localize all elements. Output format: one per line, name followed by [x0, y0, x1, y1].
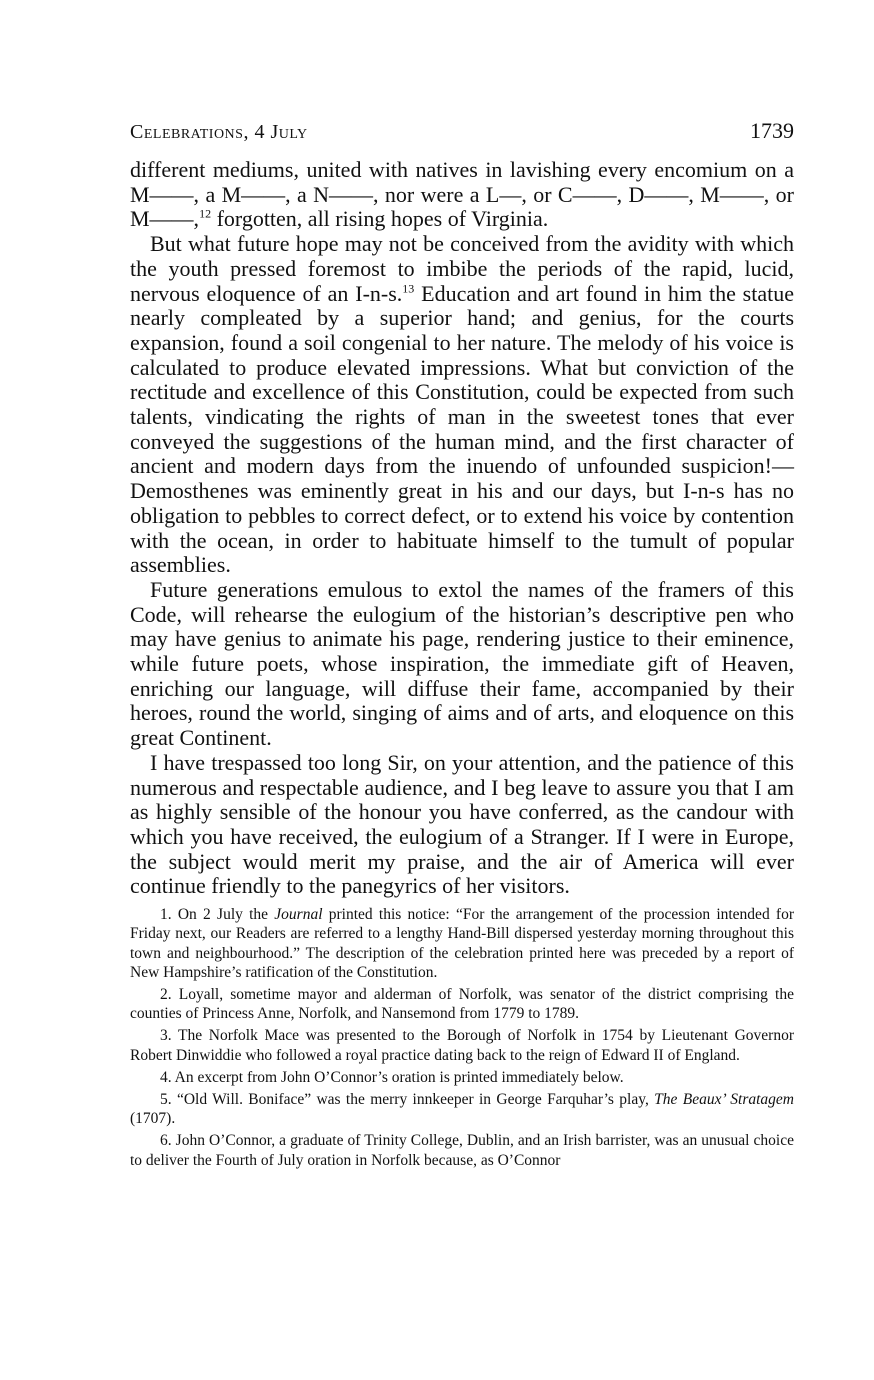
paragraph-4: I have trespassed too long Sir, on your attention, and the patience of this numerous and respectable audience, and I beg leave to assure you that I am as highly sensible of the honour you have conferred, as the candour with which you have received, the eulogium of a Stranger. If I were in Europe, the subject would merit my praise, and the air of America will ever continue friendly to the panegyrics of her visitors. — [130, 749, 794, 899]
paragraph-2-text-a: But what future hope may not be conceived from the avidity with which the youth pressed foremost to imbibe the periods of the rapid, lucid, nervous eloquence of an I-n-s. — [130, 231, 794, 306]
footnote-5 — [130, 1090, 794, 1128]
footnote-3: 3. The Norfolk Mace was presented to the Borough of Norfolk in 1754 by Lieutenant Governor Robert Dinwiddie who followed a royal practice dating back to the reign of Edward II of England. — [130, 1027, 794, 1064]
footnote-5-text-b: (1707). — [130, 1110, 176, 1128]
footnote-6: 6. John O’Connor, a graduate of Trinity College, Dublin, and an Irish barrister, was an unusual choice to deliver the Fourth of July oration in Norfolk because, as O’Connor — [130, 1132, 794, 1169]
footnote-5-text-a: 5. “Old Will. Boniface” was the merry innkeeper in George Farquhar’s play, — [160, 1090, 655, 1108]
footnote-4: 4. An excerpt from John O’Connor’s oration is printed immediately below. — [160, 1068, 624, 1086]
paragraph-1-text-a: different mediums, united with natives in lavishing every encomium on a M——, a M——, a N——, nor were a L—, or C——, D——, M——, or M——, — [130, 157, 794, 232]
page-header — [130, 118, 794, 148]
running-head: Celebrations, 4 July — [130, 121, 308, 143]
footnote-5-title: The Beaux’ Stratagem — [654, 1090, 794, 1108]
footnote-1-text-b: printed this notice: “For the arrangement of the procession intended for Friday next, our Readers are referred to a lengthy Hand-Bill dispersed yesterday morning throughout this town and neighbourhood.” The description of the celebration printed here was preceded by a report of New Hampshire’s ratification of the Constitution. — [130, 906, 795, 981]
paragraph-2-text-b: Education and art found in him the statue nearly compleated by a superior hand; and genius, for the courts expansion, found a soil congenial to her nature. The melody of his voice is calculated to produce elevated impressions. What but conviction of the rectitude and excellence of this Constitution, could be expected from such talents, vindicating the rights of man in the sweetest tones that ever conveyed the suggestions of the human mind, and the first character of ancient and modern days from the inuendo of unfounded suspicion!—Demosthenes was eminently great in his and our days, but I-n-s has no obligation to pebbles to correct defect, or to extend his voice by contention with the ocean, in order to habituate himself to the tumult of popular assemblies. — [130, 280, 794, 578]
paragraph-2 — [130, 232, 794, 578]
paragraph-1 — [130, 158, 794, 232]
paragraph-1-text-b: forgotten, all rising hopes of Virginia. — [211, 206, 549, 232]
page — [130, 118, 794, 1173]
page-number: 1739 — [750, 118, 794, 143]
note-reference-12: 12 — [199, 207, 212, 222]
paragraph-3: Future generations emulous to extol the names of the framers of this Code, will rehearse the eulogium of the historian’s descriptive pen who may have genius to animate his page, rendering justice to their eminence, while future poets, whose inspiration, the immediate gift of Heaven, enriching our language, will diffuse their fame, accompanied by their heroes, round the world, singing of aims and of arts, and eloquence on this great Continent. — [130, 576, 794, 751]
note-reference-13: 13 — [402, 281, 415, 296]
body-text — [130, 158, 794, 899]
footnote-1-text-a: 1. On 2 July the — [160, 906, 275, 924]
footnote-1 — [130, 905, 794, 982]
footnote-1-journal: Journal — [274, 906, 323, 924]
footnote-2: 2. Loyall, sometime mayor and alderman of Norfolk, was senator of the district comprising the counties of Princess Anne, Norfolk, and Nansemond from 1779 to 1789. — [130, 985, 794, 1023]
footnotes — [130, 905, 794, 1170]
